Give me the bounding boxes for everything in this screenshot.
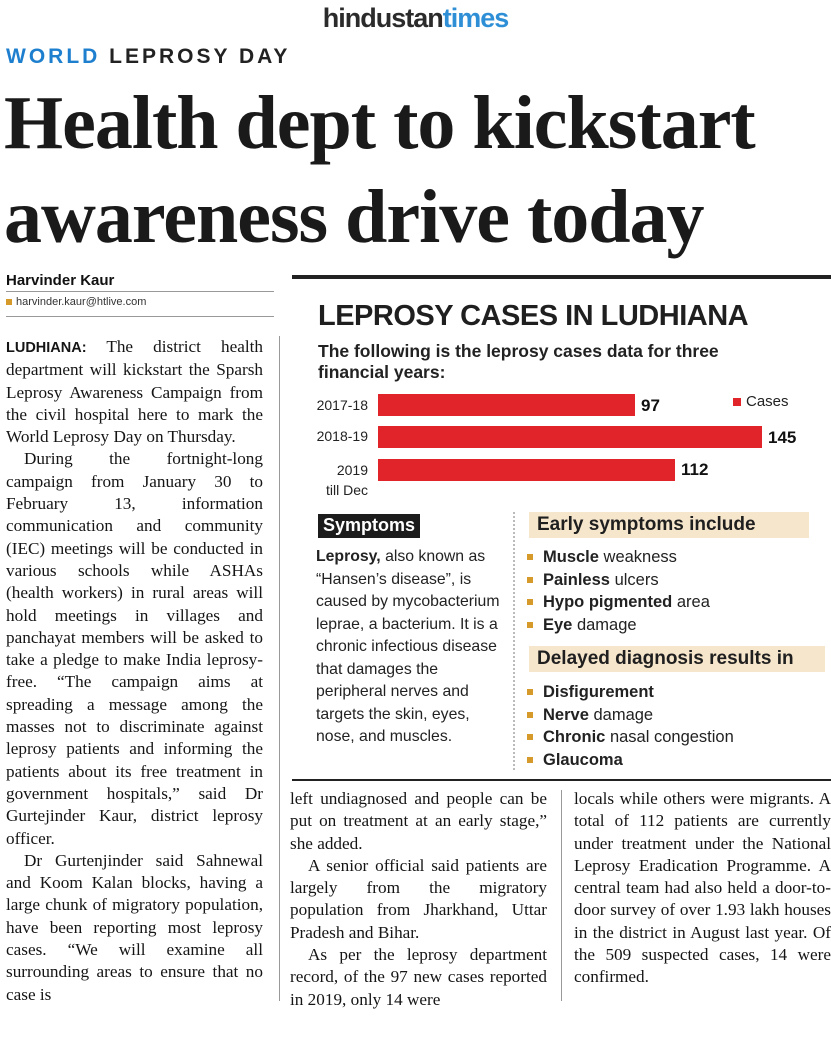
symptoms-text [316,546,501,749]
article-paragraph [6,336,263,448]
infobox-subtitle: The following is the leprosy cases data for three financial years: [318,341,719,382]
column-divider [279,336,280,1001]
list-item-text: nasal congestion [609,728,734,746]
delayed-diagnosis-heading: Delayed diagnosis results in [529,646,825,672]
article-column-3 [574,788,831,989]
headline [4,76,824,264]
infobox-title: LEPROSY CASES IN LUDHIANA [318,300,749,332]
article-column-1 [6,336,263,1006]
list-item-text: damage [593,705,654,724]
symptoms-heading: Symptoms [318,514,420,538]
list-item [527,704,817,727]
masthead-part1: hindustan [322,3,443,33]
chart-value-label: 97 [641,396,660,415]
paragraph-text: The district health department will kickstart the Sparsh Leprosy Awareness Campaign from the civil hospital here to mark the World Leprosy Day on Thursday. [6,337,263,447]
article-paragraph: A senior official said patients are largely from the migratory population from Jharkhand, Uttar Pradesh and Bihar. [290,855,547,942]
list-item-bold: Painless [543,570,610,589]
chart-bar [378,394,635,416]
article-paragraph: left undiagnosed and people can be put on treatment at an early stage,” she added. [290,789,547,853]
article-paragraph: Dr Gurtenjinder said Sahnewal and Koom Kalan blocks, having a large chunk of migratory population, have been reporting most leprosy cases. “We will examine all surrounding areas to ensure that no case is [6,850,263,1004]
list-item-text: ulcers [614,570,659,589]
masthead-logo [0,0,831,36]
list-item [527,726,817,749]
chart-bar [378,426,762,448]
list-item-bold: Nerve [543,705,589,724]
bullet-icon [527,689,533,695]
article-column-2 [290,788,547,1011]
bullet-icon [527,554,533,560]
list-item-bold: Glaucoma [543,750,623,769]
list-item-bold: Hypo pigmented [543,593,673,611]
legend-label: Cases [746,393,789,410]
early-symptoms-list [527,546,817,636]
byline-email [6,296,146,308]
byline-author: Harvinder Kaur [6,272,115,289]
list-item [527,614,817,637]
bullet-icon [527,622,533,628]
list-item-bold: Eye [543,615,573,634]
section-kicker [6,44,290,70]
infobox-bottom-rule [292,779,831,781]
byline-divider [6,291,274,292]
email-bullet-icon [6,299,12,305]
chart-bar [378,459,675,481]
bullet-icon [527,712,533,718]
bullet-icon [527,577,533,583]
bullet-icon [527,734,533,740]
chart-value-label: 145 [768,428,797,447]
headline-line-2: awareness drive today [4,175,704,259]
symptoms-description: also known as “Hansen’s disease”, is caused by mycobacterium leprae, a bacterium. It is a chronic infectious disease that damages the peripheral nerves and targets the skin, eyes, nose, and muscles. [316,548,500,745]
chart-category-label: 2018-19 [316,428,368,444]
list-item-text: weakness [603,548,677,566]
delayed-diagnosis-list [527,681,817,771]
chart-legend [733,393,789,410]
legend-swatch-icon [733,398,741,406]
article-paragraph: During the fortnight-long campaign from January 30 to February 13, information communication and community (IEC) meetings will be conducted in various schools while ASHAs (health workers) in rural areas will hold meetings in villages and panchayat members will be asked to take a pledge to make India leprosy-free. “The campaign aims at spreading a message among the masses not to discriminate against leprosy patients and informing the patients about its free treatment in government hospitals,” said Dr Gurtejinder Kaur, district leprosy officer. [6,449,263,848]
list-item-bold: Muscle [543,548,599,566]
bullet-icon [527,599,533,605]
list-item-bold: Disfigurement [543,683,654,701]
chart-category-label: 2017-18 [316,397,368,413]
list-item-text: area [676,593,710,611]
article-paragraph: locals while others were migrants. A total of 112 patients are currently under treatment under the National Leprosy Eradication Programme. A central team had also held a door-to-door survey of over 1.93 lakh houses in the district in August last year. Of the 509 suspected cases, 14 were confirmed. [574,789,831,987]
list-item [527,749,817,772]
chart-value-label: 112 [681,460,709,479]
dateline: LUDHIANA: [6,340,87,356]
chart-category-label: 2019 [336,462,368,478]
list-item [527,546,817,569]
list-item-text: damage [576,615,637,634]
list-item [527,591,817,614]
byline-email-text: harvinder.kaur@htlive.com [16,296,147,308]
kicker-part1: WORLD [6,45,101,68]
list-item [527,569,817,592]
byline-divider-bottom [6,316,274,317]
column-divider [561,790,562,1001]
list-item-bold: Chronic [543,728,606,746]
kicker-part2: LEPROSY DAY [109,45,291,68]
chart-category-label: till Dec [325,482,368,498]
list-item [527,681,817,704]
infobox-divider [513,512,515,770]
bullet-icon [527,757,533,763]
symptoms-term: Leprosy, [316,548,381,565]
headline-line-1: Health dept to kickstart [4,81,755,165]
early-symptoms-heading: Early symptoms include [529,512,809,538]
masthead-part2: times [442,3,509,33]
article-paragraph: As per the leprosy department record, of the 97 new cases reported in 2019, only 14 were [290,945,547,1009]
